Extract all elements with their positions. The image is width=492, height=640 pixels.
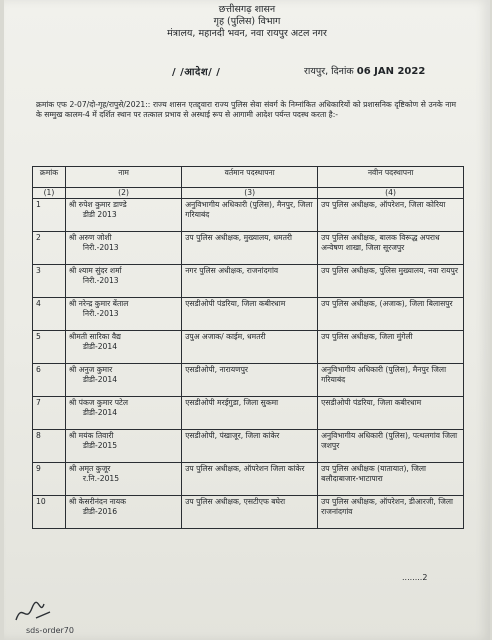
order-date: 06 JAN 2022 xyxy=(356,66,426,77)
officer-name: श्री अरुण जोशी xyxy=(68,233,112,242)
row-current-posting: एसडीओपी पंडरिया, जिला कबीरधाम xyxy=(182,298,318,331)
row-sno: 3 xyxy=(33,265,66,298)
officer-name: श्री मयंक तिवारी xyxy=(68,431,114,440)
row-new-posting: उप पुलिस अधीक्षक, ऑपरेशन, जिला कोरिया xyxy=(318,199,464,232)
table-row xyxy=(33,265,464,298)
column-number: (3) xyxy=(182,188,318,199)
officer-name: श्री पंकज कुमार पटेल xyxy=(68,398,129,407)
header-sno: क्रमांक xyxy=(33,167,66,188)
row-new-posting: एसडीओपी पंडरिया, जिला कबीरधाम xyxy=(318,397,464,430)
row-current-posting: उप पुलिस अधीक्षक, ऑपरेशन जिला कांकेर xyxy=(182,463,318,496)
row-name-cell xyxy=(65,199,181,232)
row-new-posting: उप पुलिस अधीक्षक (यातायात), जिला बलौदाबाजार-भाटापारा xyxy=(318,463,464,496)
officer-name: श्री श्याम सुंदर शर्मा xyxy=(68,266,122,275)
officer-batch: निरी.-2013 xyxy=(82,243,119,252)
officer-batch: डीडी-2014 xyxy=(82,342,118,351)
officer-name: श्री रुपेश कुमार डाण्डे xyxy=(68,200,127,209)
row-sno: 6 xyxy=(33,364,66,397)
officer-name: श्री केसरीनंदन नायक xyxy=(68,497,126,506)
header-government: छत्तीसगढ़ शासन xyxy=(218,4,276,15)
row-sno: 2 xyxy=(33,232,66,265)
table-row xyxy=(33,199,464,232)
officer-batch: डीडी-2016 xyxy=(82,507,118,516)
order-title: / /आदेश/ / xyxy=(172,67,221,78)
header-address: मंत्रालय, महानदी भवन, नवा रायपुर अटल नगर xyxy=(167,28,327,39)
document-page xyxy=(4,0,490,640)
officer-batch: डीडी-2015 xyxy=(82,441,118,450)
column-number: (4) xyxy=(318,188,464,199)
header-new-posting: नवीन पदस्थापना xyxy=(318,167,464,188)
row-current-posting: अनुविभागीय अधिकारी (पुलिस), मैनपुर, जिला गरियाबंद xyxy=(182,199,318,232)
row-new-posting: उप पुलिस अधीक्षक, ऑपरेशन, डीआरजी, जिला राजनांदगांव xyxy=(318,496,464,529)
row-new-posting: उप पुलिस अधीक्षक, जिला मुंगेली xyxy=(318,331,464,364)
officer-batch: डीडी-2014 xyxy=(82,408,118,417)
row-new-posting: अनुविभागीय अधिकारी (पुलिस), मैनपुर जिला गरियाबंद xyxy=(318,364,464,397)
row-name-cell xyxy=(65,364,181,397)
table-row xyxy=(33,331,464,364)
column-number: (2) xyxy=(65,188,181,199)
row-name-cell xyxy=(65,232,181,265)
row-sno: 9 xyxy=(33,463,66,496)
officer-batch: र.नि.-2015 xyxy=(82,474,120,483)
row-current-posting: एसडीओपी, नारायणपुर xyxy=(182,364,318,397)
row-name-cell xyxy=(65,397,181,430)
row-name-cell xyxy=(65,331,181,364)
row-new-posting: उप पुलिस अधीक्षक, बालक विरूद्ध अपराध अन्वेषण शाखा, जिला सूरजपुर xyxy=(318,232,464,265)
row-current-posting: एसडीओपी मरईगुडा, जिला सुकमा xyxy=(182,397,318,430)
table-header-row xyxy=(33,167,464,188)
continued-page-marker: ........2 xyxy=(402,573,428,582)
order-intro-paragraph: क्रमांक एफ 2-07/दो-गृह/रापुसे/2021:: राज्य शासन एतद्द्वारा राज्य पुलिस सेवा संवर्ग के निम्नांकित अधिकारियों को प्रशासनिक दृष्टिकोण से उनके नाम के सम्मुख कालम-4 में दर्शित स्थान पर तत्काल प्रभाव से अस्थाई रूप से आगामी आदेश पर्यन्त पदस्थ करता है:- xyxy=(36,100,456,120)
table-row xyxy=(33,232,464,265)
row-name-cell xyxy=(65,463,181,496)
officer-batch: डीडी-2014 xyxy=(82,375,118,384)
header-name: नाम xyxy=(65,167,181,188)
officer-name: श्री अमृत कुजूर xyxy=(68,464,111,473)
transfer-table xyxy=(32,166,464,529)
row-new-posting: उप पुलिस अधीक्षक, पुलिस मुख्यालय, नवा रायपुर xyxy=(318,265,464,298)
table-row xyxy=(33,463,464,496)
row-current-posting: उप पुलिस अधीक्षक, मुख्यालय, धमतरी xyxy=(182,232,318,265)
row-new-posting: अनुविभागीय अधिकारी (पुलिस), पत्थलगांव जिला जशपुर xyxy=(318,430,464,463)
row-sno: 1 xyxy=(33,199,66,232)
officer-name: श्री नरेन्द्र कुमार बेंताल xyxy=(68,299,129,308)
row-current-posting: उप पुलिस अधीक्षक, एसटीएफ बघेरा xyxy=(182,496,318,529)
header-department: गृह (पुलिस) विभाग xyxy=(213,16,281,27)
row-name-cell xyxy=(65,430,181,463)
footer-reference: sds-order70 xyxy=(26,626,74,635)
column-number-row xyxy=(33,188,464,199)
order-date-line xyxy=(304,64,425,77)
row-new-posting: उप पुलिस अधीक्षक, (अजाक), जिला बिलासपुर xyxy=(318,298,464,331)
row-sno: 8 xyxy=(33,430,66,463)
header-current-posting: वर्तमान पदस्थापना xyxy=(182,167,318,188)
officer-name: श्री अनुज कुमार xyxy=(68,365,113,374)
table-row xyxy=(33,430,464,463)
row-sno: 4 xyxy=(33,298,66,331)
table-row xyxy=(33,496,464,529)
table-row xyxy=(33,364,464,397)
officer-batch: डीडी 2013 xyxy=(82,210,117,219)
row-current-posting: नगर पुलिस अधीक्षक, राजनांदगांव xyxy=(182,265,318,298)
order-place-label: रायपुर, दिनांक xyxy=(304,66,354,77)
row-current-posting: उपुअ अजाक/ काईम, धमतरी xyxy=(182,331,318,364)
row-name-cell xyxy=(65,496,181,529)
officer-name: श्रीमती सारिका वैद्य xyxy=(68,332,121,341)
column-number: (1) xyxy=(33,188,66,199)
row-name-cell xyxy=(65,298,181,331)
table-row xyxy=(33,298,464,331)
row-sno: 7 xyxy=(33,397,66,430)
officer-batch: निरी.-2013 xyxy=(82,276,119,285)
row-name-cell xyxy=(65,265,181,298)
signature-scribble-icon xyxy=(14,598,54,626)
table-row xyxy=(33,397,464,430)
row-sno: 5 xyxy=(33,331,66,364)
row-sno: 10 xyxy=(33,496,66,529)
officer-batch: निरी.-2013 xyxy=(82,309,119,318)
row-current-posting: एसडीओपी, पंखाजूर, जिला कांकेर xyxy=(182,430,318,463)
